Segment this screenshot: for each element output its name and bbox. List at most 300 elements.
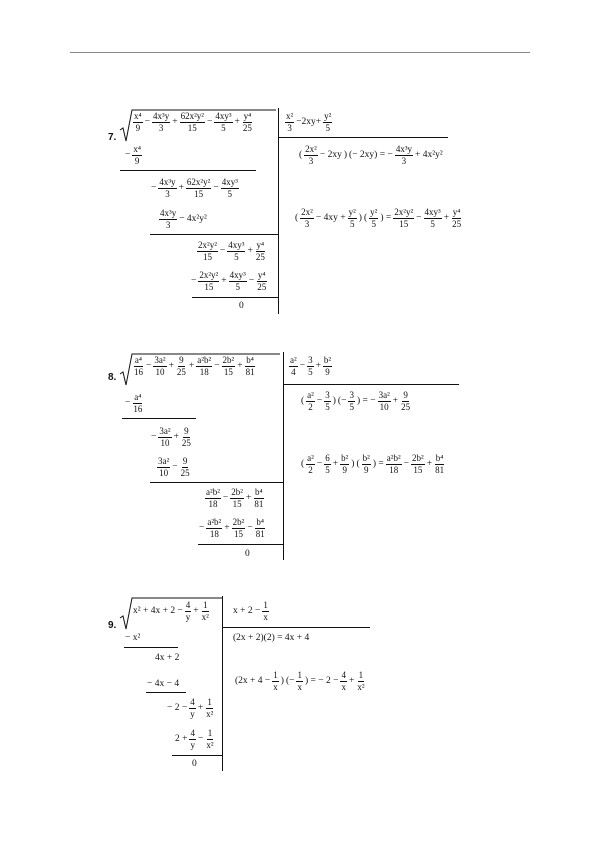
expression-term: − — [125, 149, 131, 160]
numerator: 2b² — [412, 453, 424, 463]
denominator: 15 — [413, 465, 423, 475]
fraction — [214, 112, 232, 133]
denominator: 81 — [254, 499, 264, 509]
numerator: a² — [290, 355, 297, 365]
denominator: y — [185, 612, 191, 622]
numerator: 3a² — [378, 390, 390, 400]
numerator: b⁴ — [435, 453, 444, 463]
numerator: a²b² — [206, 487, 220, 497]
expression-term: x² + 4x + 2 − — [133, 605, 183, 616]
fraction — [323, 356, 332, 377]
fraction — [306, 454, 315, 475]
step-2 — [150, 178, 240, 199]
expression-term: ) — [351, 458, 355, 469]
fraction — [186, 178, 211, 199]
expression-term: − 4x²y² — [179, 213, 207, 224]
expression-term: − — [219, 245, 226, 256]
numerator: x² — [286, 111, 294, 121]
numerator: 3 — [325, 390, 330, 400]
numerator: 3 — [308, 355, 313, 365]
expression-term: + — [392, 395, 399, 406]
expression-term: ( — [356, 458, 360, 469]
expression-term: ( — [295, 212, 299, 223]
fraction — [159, 209, 177, 230]
problem-number: 9. — [108, 620, 117, 631]
fraction — [340, 454, 349, 475]
step-line — [172, 755, 222, 756]
fraction — [185, 601, 192, 622]
numerator: 4x³y — [160, 208, 177, 218]
denominator: x — [297, 682, 302, 692]
page-top-rule — [70, 52, 530, 53]
step-line — [150, 482, 283, 483]
denominator: 25 — [180, 468, 190, 478]
quotient — [288, 356, 333, 377]
numerator: 4 — [190, 697, 195, 707]
expression-term: − — [299, 360, 306, 371]
fraction — [197, 241, 218, 262]
fraction — [242, 112, 253, 133]
denominator: 18 — [208, 499, 218, 509]
expression-term: − — [146, 360, 152, 371]
step-5 — [190, 271, 268, 292]
step-1 — [124, 145, 143, 166]
numerator: 4xy³ — [229, 270, 246, 280]
numerator: 4x³y — [153, 111, 170, 121]
numerator: 2x² — [301, 207, 313, 217]
numerator: a⁴ — [134, 392, 142, 402]
expression-term: − — [248, 275, 255, 286]
fraction — [198, 271, 219, 292]
fraction — [411, 454, 425, 475]
numerator: a²b² — [197, 355, 212, 365]
numerator: y⁴ — [256, 240, 265, 250]
numerator: b² — [323, 355, 332, 365]
step-4 — [204, 488, 265, 509]
denominator: 5 — [234, 252, 239, 262]
denominator: 5 — [325, 465, 330, 475]
denominator: 3 — [308, 156, 314, 166]
expression-term: − — [222, 492, 229, 503]
step-line — [146, 692, 186, 693]
fraction — [348, 391, 355, 412]
numerator: 2x² — [305, 144, 317, 154]
fraction — [304, 145, 318, 166]
fraction — [369, 208, 378, 229]
denominator: 5 — [227, 189, 233, 199]
fraction — [256, 271, 267, 292]
fraction — [221, 178, 239, 199]
numerator: b² — [362, 453, 370, 463]
numerator: 2x²y² — [199, 270, 219, 280]
fraction — [189, 698, 196, 719]
expression-term: x + 2 − — [233, 605, 261, 616]
check-2 — [294, 208, 463, 229]
numerator: 1 — [203, 600, 208, 610]
dividend — [132, 356, 257, 377]
denominator: 3 — [165, 189, 170, 199]
fraction — [451, 208, 462, 229]
fraction — [289, 356, 298, 377]
denominator: 25 — [452, 219, 462, 229]
fraction — [285, 112, 294, 133]
numerator: 2b² — [222, 355, 235, 365]
denominator: 4 — [291, 367, 296, 377]
numerator: b⁴ — [256, 517, 264, 527]
denominator: x — [273, 682, 278, 692]
denominator: 9 — [363, 465, 369, 475]
numerator: a² — [307, 453, 314, 463]
fraction — [245, 356, 256, 377]
check-1 — [298, 145, 444, 166]
fraction — [157, 457, 170, 478]
denominator: 15 — [194, 189, 204, 199]
numerator: 62x²y² — [186, 177, 211, 187]
expression-term: 2 + — [175, 733, 188, 744]
numerator: y⁴ — [257, 270, 266, 280]
step-line — [120, 170, 256, 171]
numerator: a²b² — [386, 453, 401, 463]
expression-term: + — [426, 458, 433, 469]
expression-term: − — [144, 116, 150, 127]
expression-term: + 4x²y² — [415, 149, 443, 160]
fraction — [324, 454, 331, 475]
quotient-underline — [222, 627, 370, 628]
denominator: 3 — [165, 220, 171, 230]
fraction — [424, 208, 442, 229]
fraction — [362, 454, 371, 475]
expression-term: + — [224, 522, 230, 533]
expression-term: − — [403, 458, 410, 469]
numerator: 2b² — [231, 487, 243, 497]
denominator: 16 — [133, 404, 143, 414]
numerator: 6 — [325, 453, 330, 463]
fraction — [378, 391, 391, 412]
numerator: 9 — [184, 426, 189, 436]
fraction — [340, 671, 347, 692]
fraction — [253, 488, 264, 509]
fraction — [158, 178, 176, 199]
denominator: 10 — [379, 402, 389, 412]
denominator: 10 — [155, 367, 165, 377]
numerator: 4 — [341, 670, 346, 680]
expression-term: + — [173, 431, 179, 442]
numerator: b² — [341, 453, 349, 463]
denominator: 15 — [233, 529, 243, 539]
expression-term: − — [316, 458, 323, 469]
fraction — [348, 208, 357, 229]
denominator: 18 — [209, 529, 219, 539]
denominator: 81 — [255, 529, 265, 539]
denominator: x² — [357, 682, 365, 692]
denominator: x² — [206, 740, 214, 750]
denominator: 15 — [187, 123, 197, 133]
fraction — [176, 356, 187, 377]
expression-term: − 4x − 4 — [147, 679, 180, 689]
numerator: 2x²y² — [198, 240, 217, 250]
fraction — [306, 391, 315, 412]
step-2 — [150, 427, 193, 448]
numerator: 4 — [190, 728, 195, 738]
fraction — [152, 112, 170, 133]
remainder: 0 — [239, 301, 244, 311]
expression-term: − 2 − — [167, 702, 188, 713]
fraction — [205, 698, 214, 719]
numerator: a² — [307, 390, 314, 400]
fraction — [181, 427, 192, 448]
denominator: 5 — [349, 402, 354, 412]
expression-term: − — [247, 522, 253, 533]
numerator: 3a² — [154, 355, 166, 365]
denominator: 25 — [401, 402, 411, 412]
numerator: 1 — [207, 697, 212, 707]
step-1 — [124, 393, 144, 414]
expression-term: ( — [301, 395, 305, 406]
expression-term: ( — [301, 458, 305, 469]
denominator: x — [341, 682, 346, 692]
denominator: 3 — [304, 219, 310, 229]
denominator: 2 — [308, 402, 313, 412]
fraction — [255, 518, 266, 539]
denominator: 15 — [232, 499, 242, 509]
remainder: 0 — [245, 549, 250, 559]
fraction — [205, 729, 214, 750]
numerator: 1 — [207, 728, 213, 738]
denominator: 25 — [255, 252, 265, 262]
numerator: 3 — [349, 390, 354, 400]
step-1 — [124, 634, 141, 644]
denominator: 5 — [325, 123, 331, 133]
expression-term: + — [332, 458, 339, 469]
denominator: x² — [206, 709, 214, 719]
expression-term: − — [416, 212, 422, 223]
fraction — [232, 518, 246, 539]
fraction — [132, 393, 143, 414]
expression-term: + — [168, 360, 174, 371]
expression-term: (2x + 4 − — [235, 675, 271, 686]
expression-term: − — [213, 182, 219, 193]
fraction — [296, 671, 303, 692]
numerator: 4x³y — [159, 177, 176, 187]
numerator: a⁴ — [134, 355, 143, 365]
quotient — [284, 112, 333, 133]
fraction — [227, 241, 245, 262]
denominator: 9 — [325, 367, 330, 377]
expression-term: + — [188, 360, 195, 371]
denominator: 81 — [245, 367, 255, 377]
expression-term: + — [245, 492, 252, 503]
fraction — [205, 488, 221, 509]
denominator: 2 — [308, 465, 313, 475]
numerator: 4x³y — [395, 144, 413, 154]
division-bar-vertical — [222, 596, 223, 771]
fraction — [180, 112, 205, 133]
numerator: 1 — [297, 670, 302, 680]
step-5 — [174, 729, 216, 750]
denominator: y — [190, 740, 195, 750]
fraction — [189, 729, 196, 750]
expression-term: (− — [337, 395, 347, 406]
expression-term: − 2xy — [319, 149, 342, 160]
fraction — [222, 356, 236, 377]
denominator: 5 — [430, 219, 435, 229]
fraction — [307, 356, 314, 377]
fraction — [323, 112, 332, 133]
denominator: 5 — [235, 282, 240, 292]
fraction — [300, 208, 314, 229]
expression-term: − — [151, 182, 157, 193]
numerator: 9 — [403, 390, 408, 400]
expression-term: − — [206, 116, 213, 127]
step-4 — [196, 241, 267, 262]
expression-term: − — [125, 397, 131, 408]
fraction — [229, 271, 247, 292]
denominator: 3 — [287, 123, 292, 133]
expression-term: −2xy+ — [296, 116, 322, 127]
fraction — [386, 454, 402, 475]
check-1 — [232, 634, 310, 644]
expression-term: (− — [285, 675, 295, 686]
denominator: 9 — [135, 123, 141, 133]
numerator: 4 — [185, 600, 191, 610]
numerator: 3a² — [158, 456, 170, 466]
numerator: y² — [370, 207, 378, 217]
denominator: 18 — [389, 465, 399, 475]
division-bar-vertical — [278, 108, 279, 314]
fraction — [272, 671, 279, 692]
fraction — [434, 454, 445, 475]
step-4 — [166, 698, 215, 719]
check-1 — [300, 391, 412, 412]
denominator: 15 — [223, 367, 233, 377]
step-3 — [158, 209, 208, 230]
fraction — [255, 241, 266, 262]
step-3 — [156, 457, 192, 478]
expression-term: + — [193, 605, 199, 616]
expression-term: − — [199, 522, 205, 533]
expression-term: ) = − — [356, 395, 376, 406]
expression-term: (2x + 2)(2) = 4x + 4 — [233, 633, 310, 643]
denominator: 18 — [199, 367, 209, 377]
expression-term: ) = — [380, 212, 392, 223]
numerator: 1 — [273, 670, 278, 680]
denominator: 5 — [325, 402, 330, 412]
expression-term: + — [237, 360, 243, 371]
denominator: 5 — [308, 367, 313, 377]
numerator: b⁴ — [255, 487, 263, 497]
step-line — [122, 418, 196, 419]
step-3 — [146, 680, 180, 690]
numerator: 4xy³ — [424, 207, 441, 217]
fraction — [133, 356, 144, 377]
denominator: 81 — [435, 465, 445, 475]
denominator: x² — [201, 612, 209, 622]
expression-term: + — [221, 275, 227, 286]
numerator: 62x²y² — [180, 111, 204, 121]
fraction — [395, 145, 413, 166]
expression-term: ) — [358, 212, 362, 223]
step-line — [124, 647, 178, 648]
fraction — [206, 518, 222, 539]
denominator: 25 — [176, 367, 186, 377]
fraction — [393, 208, 414, 229]
denominator: 25 — [257, 282, 267, 292]
denominator: 25 — [181, 438, 191, 448]
numerator: 4xy³ — [215, 111, 232, 121]
expression-term: − x² — [125, 633, 141, 643]
denominator: 3 — [401, 156, 407, 166]
expression-term: ) = — [372, 458, 384, 469]
denominator: 5 — [221, 123, 226, 133]
expression-term: − — [172, 461, 178, 472]
numerator: 3a² — [159, 426, 171, 436]
step-5 — [198, 518, 267, 539]
check-2 — [234, 671, 367, 692]
remainder: 0 — [192, 759, 197, 769]
denominator: 9 — [134, 156, 140, 166]
numerator: 2x²y² — [394, 207, 414, 217]
expression-term: + — [247, 245, 253, 256]
expression-term: ) — [332, 395, 336, 406]
denominator: 16 — [134, 367, 143, 377]
numerator: b⁴ — [246, 355, 254, 365]
fraction — [133, 112, 143, 133]
expression-term: + — [348, 675, 355, 686]
dividend — [132, 112, 254, 133]
numerator: x⁴ — [133, 144, 141, 154]
expression-term: ) — [280, 675, 284, 686]
quotient-underline — [283, 384, 459, 385]
numerator: x⁴ — [134, 111, 142, 121]
fraction — [230, 488, 244, 509]
denominator: 25 — [242, 123, 252, 133]
denominator: 15 — [202, 252, 212, 262]
expression-term: − — [197, 733, 204, 744]
expression-term: ( — [299, 149, 303, 160]
expression-term: 4x + 2 — [155, 653, 180, 663]
expression-term: + — [172, 116, 178, 127]
expression-term: ) = − 2 − — [304, 675, 339, 686]
denominator: 15 — [204, 282, 214, 292]
step-line — [198, 544, 283, 545]
expression-term: ) — [343, 149, 348, 160]
fraction — [153, 356, 166, 377]
numerator: 9 — [179, 355, 184, 365]
expression-term: − — [214, 360, 220, 371]
expression-term: + — [443, 212, 450, 223]
fraction — [158, 427, 171, 448]
numerator: 2b² — [232, 517, 245, 527]
fraction — [356, 671, 365, 692]
dividend — [132, 601, 211, 622]
expression-term: + — [315, 360, 321, 371]
denominator: 5 — [371, 219, 376, 229]
denominator: y — [190, 709, 195, 719]
numerator: 4xy³ — [228, 240, 245, 250]
expression-term: + — [178, 182, 184, 193]
step-2 — [154, 654, 180, 664]
fraction — [196, 356, 212, 377]
expression-term: + — [197, 702, 204, 713]
numerator: 1 — [358, 670, 364, 680]
step-line — [192, 297, 278, 298]
expression-term: − — [316, 395, 323, 406]
denominator: 5 — [349, 219, 355, 229]
quotient-underline — [278, 137, 448, 138]
numerator: y⁴ — [452, 207, 461, 217]
check-2 — [300, 454, 446, 475]
fraction — [201, 601, 210, 622]
